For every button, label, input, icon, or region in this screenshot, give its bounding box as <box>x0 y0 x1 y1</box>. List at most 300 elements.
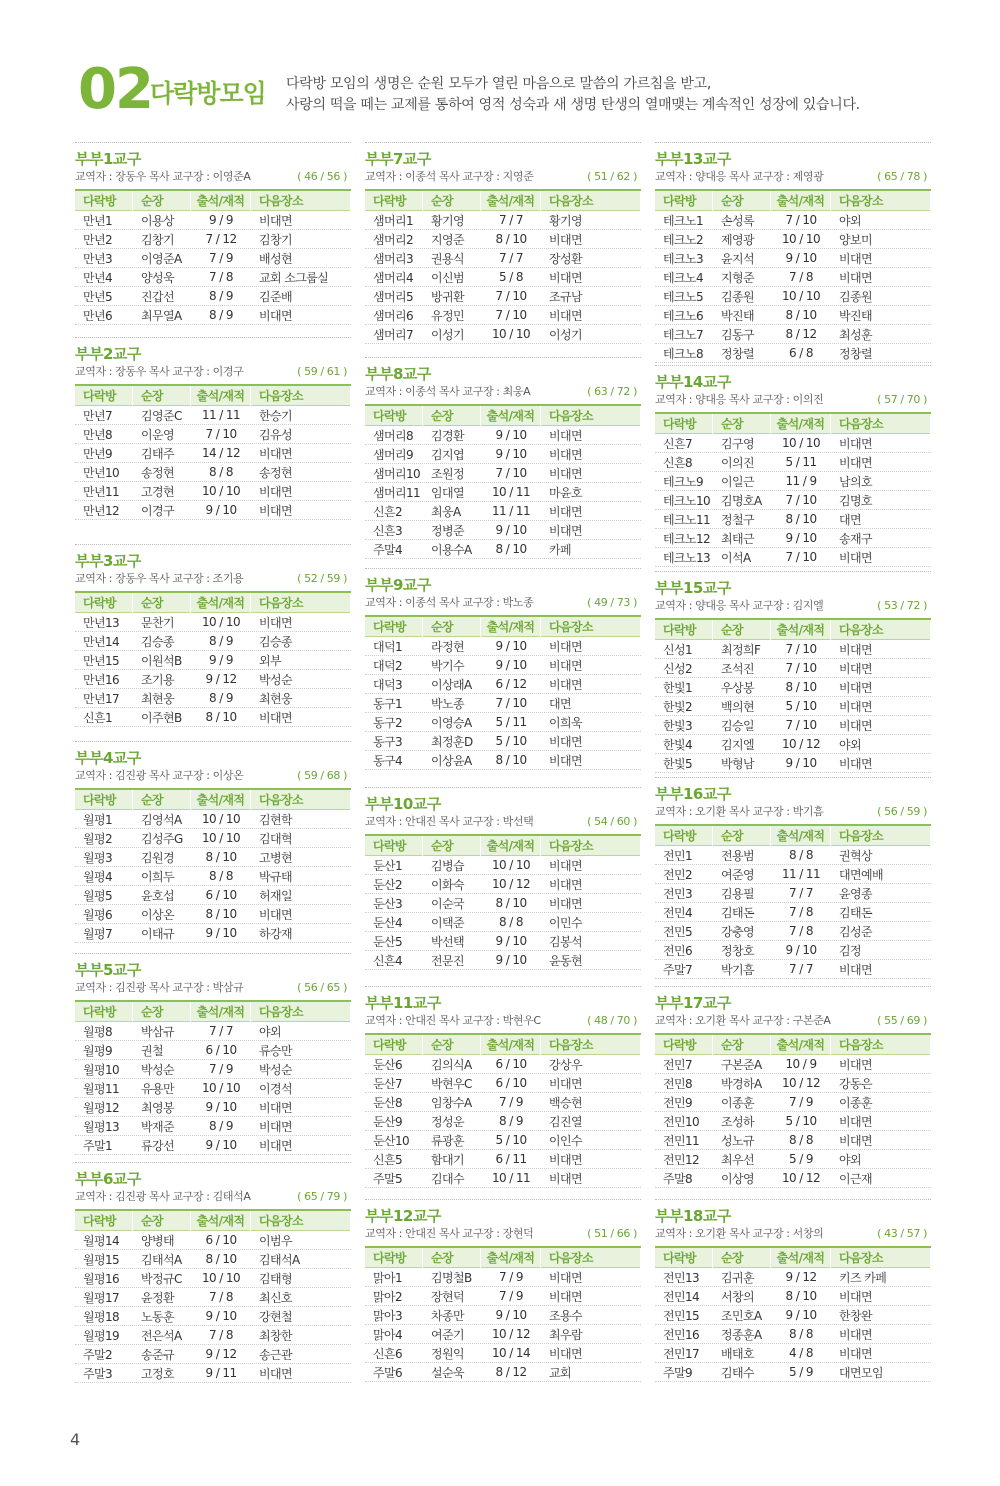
group-name: 테크노4 <box>663 270 704 285</box>
attendance: 8 / 9 <box>209 1119 233 1133</box>
group-name: 주말8 <box>663 1171 693 1186</box>
next-location: 박진태 <box>839 308 872 323</box>
table-row <box>75 230 351 249</box>
leader-name: 박성순 <box>141 1062 174 1077</box>
column-header: 다락방 <box>75 386 133 406</box>
group-name: 월평14 <box>83 1233 120 1248</box>
district-leaders <box>365 592 641 612</box>
district-group <box>655 142 931 363</box>
leader-name: 최웅A <box>431 504 461 519</box>
table-row <box>655 754 931 773</box>
group-name: 대덕2 <box>373 658 403 673</box>
leader-name: 차종만 <box>431 1308 464 1323</box>
table-row <box>365 1169 641 1188</box>
leader-info: 교역자 : 장동우 목사 교구장 : 이영준A <box>75 170 251 183</box>
leader-name: 유정민 <box>431 308 464 323</box>
next-location: 한승기 <box>259 408 292 423</box>
leader-name: 최무열A <box>141 308 182 323</box>
leader-name: 이운영 <box>141 427 174 442</box>
attendance: 8 / 9 <box>209 634 233 648</box>
table-row <box>365 325 641 344</box>
leader-name: 이원석B <box>141 653 182 668</box>
attendance: 10 / 10 <box>781 232 820 246</box>
district-group <box>75 953 351 1155</box>
next-location: 비대면 <box>839 1327 872 1342</box>
group-name: 만년15 <box>83 653 120 668</box>
attendance: 7 / 9 <box>209 251 233 265</box>
next-location: 비대면 <box>839 756 872 771</box>
table-header <box>75 1002 351 1022</box>
leader-name: 라정현 <box>431 639 464 654</box>
column-header: 출석/재적 <box>771 1248 831 1268</box>
leader-name: 김종원 <box>721 289 754 304</box>
attendance: 8 / 10 <box>205 1252 237 1266</box>
table-row <box>655 1306 931 1325</box>
column-header: 출석/재적 <box>771 191 831 211</box>
next-location: 비대면 <box>549 1270 582 1285</box>
district-group <box>365 787 641 970</box>
attendance: 9 / 12 <box>205 1347 237 1361</box>
table-row <box>75 1364 351 1383</box>
next-location: 이성기 <box>549 327 582 342</box>
district-leaders <box>75 166 351 186</box>
district-group <box>365 1199 641 1382</box>
group-name: 신흔3 <box>373 523 403 538</box>
group-name: 주말4 <box>373 542 403 557</box>
table-header <box>365 836 641 856</box>
leader-name: 김동구 <box>721 327 754 342</box>
group-name: 동구4 <box>373 753 403 768</box>
attendance: 8 / 10 <box>785 308 817 322</box>
table-row <box>365 483 641 502</box>
table-row <box>365 445 641 464</box>
next-location: 비대면 <box>839 436 872 451</box>
column-header: 다락방 <box>655 1035 713 1055</box>
leader-name: 이일근 <box>721 474 754 489</box>
table-row <box>365 306 641 325</box>
attendance: 5 / 11 <box>495 715 527 729</box>
group-name: 만년3 <box>83 251 113 266</box>
leader-name: 김지엽 <box>431 447 464 462</box>
table-row <box>365 1093 641 1112</box>
leader-name: 김태돈 <box>721 905 754 920</box>
district-leaders <box>75 765 351 785</box>
table-row <box>75 1060 351 1079</box>
next-location: 비대면 <box>259 1119 292 1134</box>
attendance: 7 / 7 <box>789 886 813 900</box>
leader-name: 박기흠 <box>721 962 754 977</box>
leader-name: 여준기 <box>431 1327 464 1342</box>
column-header: 출석/재적 <box>771 826 831 846</box>
attendance: 8 / 10 <box>785 512 817 526</box>
group-name: 신흔4 <box>373 953 403 968</box>
group-name: 전민10 <box>663 1114 700 1129</box>
table-row <box>365 502 641 521</box>
attendance: 6 / 10 <box>205 1043 237 1057</box>
next-location: 박성순 <box>259 672 292 687</box>
attendance: 8 / 9 <box>209 308 233 322</box>
leader-info: 교역자 : 오기환 목사 교구장 : 박기흠 <box>655 805 824 818</box>
group-name: 전민14 <box>663 1289 700 1304</box>
leader-name: 이태규 <box>141 926 174 941</box>
group-name: 만년2 <box>83 232 113 247</box>
next-location: 비대면 <box>259 503 292 518</box>
attendance-total: ( 51 / 62 ) <box>587 169 637 183</box>
leader-name: 류강선 <box>141 1138 174 1153</box>
attendance: 7 / 8 <box>789 924 813 938</box>
column-header: 다음장소 <box>541 191 641 211</box>
table-row <box>655 922 931 941</box>
table-row <box>655 697 931 716</box>
leader-name: 전용범 <box>721 848 754 863</box>
district-table <box>75 1000 351 1155</box>
leader-name: 김의식A <box>431 1057 472 1072</box>
attendance-total: ( 65 / 78 ) <box>877 169 927 183</box>
leader-name: 이순국 <box>431 896 464 911</box>
table-row <box>75 613 351 632</box>
column-header: 다음장소 <box>541 617 641 637</box>
table-row <box>365 1112 641 1131</box>
table-row <box>655 249 931 268</box>
attendance: 8 / 12 <box>495 1365 527 1379</box>
attendance: 10 / 10 <box>201 1271 240 1285</box>
group-name: 샘머리7 <box>373 327 414 342</box>
district-title: 부부2교구 <box>75 337 351 361</box>
attendance: 8 / 10 <box>785 1289 817 1303</box>
table-header <box>75 191 351 211</box>
leader-name: 설순욱 <box>431 1365 464 1380</box>
next-location: 최창한 <box>259 1328 292 1343</box>
leader-name: 정창렬 <box>721 346 754 361</box>
next-location: 김성준 <box>839 924 872 939</box>
next-location: 대면모임 <box>839 1365 883 1380</box>
next-location: 김태석A <box>259 1252 300 1267</box>
leader-name: 최현웅 <box>141 691 174 706</box>
table-row <box>365 1055 641 1074</box>
leader-info: 교역자 : 안대진 목사 교구장 : 박선택 <box>365 815 534 828</box>
group-name: 신성2 <box>663 661 693 676</box>
next-location: 류승만 <box>259 1043 292 1058</box>
attendance: 7 / 8 <box>209 270 233 284</box>
next-location: 비대면 <box>549 447 582 462</box>
next-location: 배성현 <box>259 251 292 266</box>
group-name: 테크노2 <box>663 232 704 247</box>
leader-name: 김태수 <box>721 1365 754 1380</box>
attendance: 9 / 10 <box>495 934 527 948</box>
attendance: 8 / 10 <box>495 232 527 246</box>
description-line-1: 다락방 모임의 생명은 순원 모두가 열린 마음으로 말씀의 가르침을 받고, <box>286 76 711 92</box>
attendance: 10 / 12 <box>491 1327 530 1341</box>
leader-name: 양성욱 <box>141 270 174 285</box>
leader-name: 이희두 <box>141 869 174 884</box>
group-name: 신흔2 <box>373 504 403 519</box>
attendance: 7 / 10 <box>785 661 817 675</box>
district-leaders <box>655 1223 931 1243</box>
column-header: 다음장소 <box>251 191 351 211</box>
next-location: 윤동현 <box>549 953 582 968</box>
attendance: 9 / 10 <box>785 531 817 545</box>
next-location: 김현학 <box>259 812 292 827</box>
next-location: 비대면 <box>839 680 872 695</box>
next-location: 야외 <box>839 213 861 228</box>
attendance: 6 / 10 <box>495 1076 527 1090</box>
column-header: 출석/재적 <box>191 1002 251 1022</box>
next-location: 허재일 <box>259 888 292 903</box>
next-location: 박성순 <box>259 1062 292 1077</box>
group-name: 테크노8 <box>663 346 704 361</box>
next-location: 강상우 <box>549 1057 582 1072</box>
next-location: 송정현 <box>259 465 292 480</box>
leader-name: 윤정환 <box>141 1290 174 1305</box>
group-name: 전민1 <box>663 848 693 863</box>
attendance: 6 / 10 <box>205 888 237 902</box>
table-row <box>655 960 931 979</box>
attendance: 7 / 10 <box>785 213 817 227</box>
district-leaders <box>655 801 931 821</box>
leader-name: 박형남 <box>721 756 754 771</box>
next-location: 비대면 <box>549 428 582 443</box>
next-location: 비대면 <box>549 270 582 285</box>
attendance: 8 / 10 <box>495 896 527 910</box>
group-name: 샘머리6 <box>373 308 414 323</box>
district-group <box>75 741 351 943</box>
attendance: 9 / 10 <box>205 1309 237 1323</box>
table-row <box>75 211 351 230</box>
table-header <box>655 1248 931 1268</box>
table-row <box>365 751 641 770</box>
attendance: 7 / 10 <box>205 427 237 441</box>
district-title: 부부17교구 <box>655 986 931 1010</box>
column-header: 순장 <box>713 191 771 211</box>
district-table <box>655 412 931 567</box>
attendance: 10 / 10 <box>781 436 820 450</box>
attendance: 6 / 10 <box>495 1057 527 1071</box>
attendance: 7 / 10 <box>495 308 527 322</box>
district-group <box>75 544 351 727</box>
leader-name: 함대기 <box>431 1152 464 1167</box>
attendance: 9 / 10 <box>495 658 527 672</box>
next-location: 이종훈 <box>839 1095 872 1110</box>
leader-name: 고정호 <box>141 1366 174 1381</box>
column-header: 다락방 <box>75 593 133 613</box>
table-row <box>655 268 931 287</box>
group-name: 샘머리11 <box>373 485 421 500</box>
attendance: 5 / 11 <box>785 455 817 469</box>
next-location: 비대면 <box>839 1114 872 1129</box>
group-name: 전민2 <box>663 867 693 882</box>
group-name: 둔산7 <box>373 1076 403 1091</box>
attendance: 11 / 11 <box>781 867 820 881</box>
leader-name: 조기용 <box>141 672 174 687</box>
attendance: 8 / 8 <box>789 848 813 862</box>
next-location: 키즈 카페 <box>839 1270 887 1285</box>
table-row <box>75 1079 351 1098</box>
attendance: 10 / 10 <box>201 812 240 826</box>
column-header: 순장 <box>133 386 191 406</box>
group-name: 만년17 <box>83 691 120 706</box>
table-row <box>365 637 641 656</box>
leader-name: 최영봉 <box>141 1100 174 1115</box>
column-header: 다음장소 <box>251 1211 351 1231</box>
table-row <box>365 1287 641 1306</box>
table-row <box>655 678 931 697</box>
attendance: 10 / 14 <box>491 1346 530 1360</box>
attendance: 10 / 10 <box>201 615 240 629</box>
column-header: 다음장소 <box>251 593 351 613</box>
table-row <box>655 659 931 678</box>
leader-name: 조성하 <box>721 1114 754 1129</box>
district-group <box>655 777 931 979</box>
next-location: 비대면 <box>549 466 582 481</box>
attendance: 7 / 10 <box>495 696 527 710</box>
next-location: 마윤호 <box>549 485 582 500</box>
table-header <box>365 1035 641 1055</box>
attendance: 9 / 10 <box>205 503 237 517</box>
column-header: 출석/재적 <box>481 836 541 856</box>
leader-name: 윤지석 <box>721 251 754 266</box>
leader-name: 김영준C <box>141 408 182 423</box>
leader-info: 교역자 : 장동우 목사 교구장 : 이경구 <box>75 365 244 378</box>
column-header: 다음장소 <box>831 191 931 211</box>
next-location: 김명호 <box>839 493 872 508</box>
section-description <box>286 74 860 116</box>
table-row <box>655 211 931 230</box>
table-row <box>365 894 641 913</box>
group-name: 월평6 <box>83 907 113 922</box>
group-name: 테크노12 <box>663 531 711 546</box>
attendance: 8 / 10 <box>495 542 527 556</box>
group-name: 월평7 <box>83 926 113 941</box>
district-leaders <box>75 1186 351 1206</box>
next-location: 비대면 <box>839 270 872 285</box>
next-location: 김창기 <box>259 232 292 247</box>
group-name: 월평11 <box>83 1081 120 1096</box>
column-header: 다음장소 <box>831 414 931 434</box>
district-group <box>655 365 931 567</box>
district-group <box>75 337 351 520</box>
next-location: 비대면 <box>839 699 872 714</box>
table-row <box>75 632 351 651</box>
column-header: 다락방 <box>75 1211 133 1231</box>
table-row <box>365 694 641 713</box>
leader-name: 최우선 <box>721 1152 754 1167</box>
leader-name: 조석진 <box>721 661 754 676</box>
table-header <box>365 406 641 426</box>
attendance: 7 / 10 <box>785 642 817 656</box>
next-location: 조용수 <box>549 1308 582 1323</box>
column-header: 순장 <box>423 406 481 426</box>
leader-name: 박삼규 <box>141 1024 174 1039</box>
table-row <box>655 941 931 960</box>
description-line-2: 사랑의 떡을 떼는 교제를 통하여 영적 성숙과 새 생명 탄생의 열매맺는 계속적인 성장에 있습니다. <box>286 97 860 113</box>
table-row <box>75 463 351 482</box>
next-location: 김태돈 <box>839 905 872 920</box>
leader-name: 이상온 <box>141 907 174 922</box>
column-header: 순장 <box>713 620 771 640</box>
attendance-total: ( 59 / 61 ) <box>297 364 347 378</box>
table-row <box>655 306 931 325</box>
attendance: 9 / 9 <box>209 653 233 667</box>
district-leaders <box>655 389 931 409</box>
table-row <box>75 482 351 501</box>
column-header: 다음장소 <box>831 826 931 846</box>
table-row <box>75 1136 351 1155</box>
next-location: 야외 <box>839 737 861 752</box>
group-name: 동구3 <box>373 734 403 749</box>
leader-info: 교역자 : 장동우 목사 교구장 : 조기용 <box>75 572 244 585</box>
next-location: 김승종 <box>259 634 292 649</box>
group-name: 전민17 <box>663 1346 700 1361</box>
attendance: 5 / 10 <box>495 734 527 748</box>
attendance-total: ( 49 / 73 ) <box>587 595 637 609</box>
column-header: 순장 <box>133 1211 191 1231</box>
column-header: 다락방 <box>655 826 713 846</box>
leader-name: 이종훈 <box>721 1095 754 1110</box>
table-row <box>655 548 931 567</box>
table-row <box>75 1022 351 1041</box>
table-row <box>75 249 351 268</box>
attendance: 10 / 10 <box>491 858 530 872</box>
next-location: 이희욱 <box>549 715 582 730</box>
table-row <box>75 708 351 727</box>
group-name: 전민5 <box>663 924 693 939</box>
leader-name: 문찬기 <box>141 615 174 630</box>
attendance: 8 / 10 <box>205 850 237 864</box>
district-group <box>365 986 641 1188</box>
table-row <box>655 1268 931 1287</box>
table-row <box>365 932 641 951</box>
next-location: 이근재 <box>839 1171 872 1186</box>
attendance: 9 / 10 <box>495 953 527 967</box>
next-location: 대면 <box>839 512 861 527</box>
next-location: 야외 <box>839 1152 861 1167</box>
leader-name: 김명철B <box>431 1270 472 1285</box>
group-name: 맑아4 <box>373 1327 403 1342</box>
table-row <box>655 1325 931 1344</box>
leader-name: 김대수 <box>431 1171 464 1186</box>
leader-name: 김성주G <box>141 831 183 846</box>
table-row <box>655 1055 931 1074</box>
table-row <box>75 1326 351 1345</box>
district-title: 부부8교구 <box>365 357 641 381</box>
attendance: 9 / 10 <box>785 1308 817 1322</box>
leader-name: 송준규 <box>141 1347 174 1362</box>
column-header: 순장 <box>713 826 771 846</box>
table-row <box>655 1093 931 1112</box>
attendance: 8 / 10 <box>205 907 237 921</box>
leader-name: 이용수A <box>431 542 472 557</box>
column-header: 순장 <box>133 790 191 810</box>
next-location: 한창완 <box>839 1308 872 1323</box>
attendance: 7 / 8 <box>789 270 813 284</box>
district-title: 부부11교구 <box>365 986 641 1010</box>
district-table <box>365 1033 641 1188</box>
district-group <box>365 568 641 770</box>
table-row <box>75 306 351 325</box>
leader-name: 박경하A <box>721 1076 762 1091</box>
leader-name: 윤호섭 <box>141 888 174 903</box>
leader-name: 임창수A <box>431 1095 472 1110</box>
attendance: 11 / 11 <box>201 408 240 422</box>
leader-name: 지영준 <box>431 232 464 247</box>
next-location: 비대면 <box>549 1289 582 1304</box>
table-row <box>75 905 351 924</box>
group-name: 전민13 <box>663 1270 700 1285</box>
leader-name: 손성록 <box>721 213 754 228</box>
district-table <box>365 189 641 344</box>
table-header <box>655 191 931 211</box>
leader-name: 박진태 <box>721 308 754 323</box>
